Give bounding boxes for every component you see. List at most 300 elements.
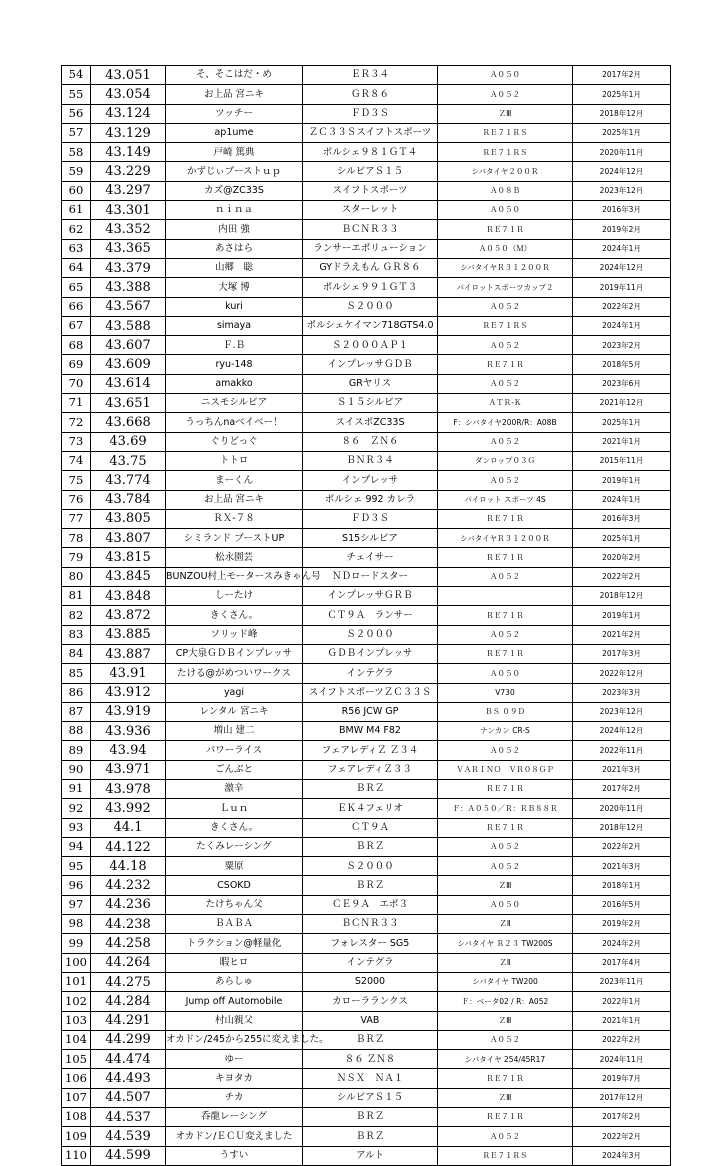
- lap-time: 43.912: [91, 683, 166, 702]
- rank-position: 81: [62, 587, 91, 606]
- rank-position: 64: [62, 258, 91, 277]
- tire-type: Ａ０５２: [438, 85, 573, 104]
- rank-position: 101: [62, 972, 91, 991]
- tire-type: Ａ０５２: [438, 432, 573, 451]
- lap-time: 43.872: [91, 606, 166, 625]
- lap-time: 44.236: [91, 895, 166, 914]
- tire-type: ＲＥ７１Ｒ: [438, 644, 573, 663]
- driver-name: 粟原: [166, 857, 303, 876]
- car-model: S2000: [303, 972, 438, 991]
- lap-time: 43.94: [91, 741, 166, 760]
- lap-time: 43.567: [91, 297, 166, 316]
- driver-name: ap1ume: [166, 123, 303, 142]
- car-model: ＥＫ４フェリオ: [303, 799, 438, 818]
- lap-time: 43.887: [91, 644, 166, 663]
- table-row: [62, 471, 671, 490]
- rank-position: 85: [62, 664, 91, 683]
- rank-position: 93: [62, 818, 91, 837]
- car-model: チェイサー: [303, 548, 438, 567]
- record-date: 2023年6月: [573, 374, 671, 393]
- tire-type: ＺⅢ: [438, 876, 573, 895]
- tire-type: Ａ０５２: [438, 625, 573, 644]
- table-row: [62, 355, 671, 374]
- lap-time: 44.258: [91, 934, 166, 953]
- record-date: 2024年12月: [573, 258, 671, 277]
- driver-name: うっちんnaベイベー！: [166, 413, 303, 432]
- record-date: 2020年2月: [573, 548, 671, 567]
- tire-type: Ａ０５２: [438, 471, 573, 490]
- lap-time: 44.537: [91, 1108, 166, 1127]
- record-date: 2019年1月: [573, 606, 671, 625]
- rank-position: 97: [62, 895, 91, 914]
- table-row: [62, 722, 671, 741]
- lap-time: 44.299: [91, 1030, 166, 1049]
- lap-time: 43.807: [91, 529, 166, 548]
- lap-time: 44.291: [91, 1011, 166, 1030]
- table-row: [62, 451, 671, 470]
- rank-position: 73: [62, 432, 91, 451]
- table-row: [62, 316, 671, 335]
- driver-name: 激辛: [166, 779, 303, 798]
- table-row: [62, 220, 671, 239]
- car-model: ＦＤ３Ｓ: [303, 509, 438, 528]
- tire-type: Ａ０５０: [438, 66, 573, 85]
- driver-name: Jump off Automobile: [166, 992, 303, 1011]
- lap-time: 43.936: [91, 722, 166, 741]
- record-date: 2024年1月: [573, 239, 671, 258]
- car-model: ＮＳＸ ＮＡ１: [303, 1069, 438, 1088]
- record-date: 2021年3月: [573, 857, 671, 876]
- table-row: [62, 664, 671, 683]
- driver-name: オカドン/ＥＣＵ変えました: [166, 1127, 303, 1146]
- table-row: [62, 1127, 671, 1146]
- table-row: [62, 1030, 671, 1049]
- rank-position: 103: [62, 1011, 91, 1030]
- driver-name: カズ@ZC33S: [166, 181, 303, 200]
- record-date: 2015年11月: [573, 451, 671, 470]
- tire-type: Ａ０５０（Ｍ）: [438, 239, 573, 258]
- table-row: [62, 123, 671, 142]
- lap-time: 43.971: [91, 760, 166, 779]
- lap-time: 43.388: [91, 278, 166, 297]
- car-model: ポルシェケイマン718GTS4.0: [303, 316, 438, 335]
- table-row: [62, 1146, 671, 1165]
- table-row: [62, 837, 671, 856]
- rank-position: 69: [62, 355, 91, 374]
- record-date: 2025年1月: [573, 529, 671, 548]
- rank-position: 59: [62, 162, 91, 181]
- record-date: 2019年2月: [573, 915, 671, 934]
- record-date: 2021年3月: [573, 760, 671, 779]
- driver-name: トラクション@軽量化: [166, 934, 303, 953]
- tire-type: Ａ０５２: [438, 857, 573, 876]
- rank-position: 109: [62, 1127, 91, 1146]
- record-date: 2016年3月: [573, 509, 671, 528]
- tire-type: ＲＥ７１Ｒ: [438, 779, 573, 798]
- rank-position: 78: [62, 529, 91, 548]
- tire-type: Ａ０５２: [438, 1030, 573, 1049]
- rank-position: 89: [62, 741, 91, 760]
- lap-time: 43.365: [91, 239, 166, 258]
- car-model: フォレスター SG5: [303, 934, 438, 953]
- record-date: 2025年1月: [573, 123, 671, 142]
- tire-type: Ａ０５２: [438, 741, 573, 760]
- driver-name: 戸崎 篤典: [166, 143, 303, 162]
- tire-type: Ｆ：ベータ02 / R：A052: [438, 992, 573, 1011]
- car-model: インプレッサ: [303, 471, 438, 490]
- table-row: [62, 1011, 671, 1030]
- record-date: 2018年1月: [573, 876, 671, 895]
- table-row: [62, 1069, 671, 1088]
- driver-name: かずじぃブーストｕｐ: [166, 162, 303, 181]
- table-row: [62, 490, 671, 509]
- record-date: 2021年2月: [573, 625, 671, 644]
- car-model: フェアレディＺ Ｚ３４: [303, 741, 438, 760]
- driver-name: kuri: [166, 297, 303, 316]
- tire-type: ＲＥ７１Ｒ: [438, 818, 573, 837]
- tire-type: パイロットスポーツカップ２: [438, 278, 573, 297]
- rank-position: 105: [62, 1050, 91, 1069]
- tire-type: Ａ０５０: [438, 664, 573, 683]
- driver-name: ニスモシルビア: [166, 394, 303, 413]
- car-model: ＢＲＺ: [303, 1108, 438, 1127]
- rank-position: 54: [62, 66, 91, 85]
- car-model: GYドラえもん ＧＲ８６: [303, 258, 438, 277]
- lap-time: 44.264: [91, 953, 166, 972]
- record-date: 2021年1月: [573, 432, 671, 451]
- tire-type: ナンカン CR-S: [438, 722, 573, 741]
- table-row: [62, 239, 671, 258]
- tire-type: ＺⅢ: [438, 104, 573, 123]
- record-date: 2017年12月: [573, 1088, 671, 1107]
- car-model: Ｓ２０００: [303, 297, 438, 316]
- car-model: ８６ ＺＮ６: [303, 432, 438, 451]
- car-model: ＢＲＺ: [303, 876, 438, 895]
- car-model: S15シルビア: [303, 529, 438, 548]
- driver-name: 内田 強: [166, 220, 303, 239]
- tire-type: ＲＥ７１Ｒ: [438, 220, 573, 239]
- tire-type: ＲＥ７１Ｒ: [438, 548, 573, 567]
- rank-position: 71: [62, 394, 91, 413]
- lap-time: 44.275: [91, 972, 166, 991]
- table-row: [62, 1108, 671, 1127]
- rank-position: 92: [62, 799, 91, 818]
- tire-type: ＺⅡ: [438, 915, 573, 934]
- car-model: BMW M4 F82: [303, 722, 438, 741]
- record-date: 2025年1月: [573, 413, 671, 432]
- rank-position: 56: [62, 104, 91, 123]
- lap-time: 43.91: [91, 664, 166, 683]
- tire-type: Ｆ：Ａ０５０／Ｒ：ＲＢ８８Ｒ: [438, 799, 573, 818]
- lap-time: 43.774: [91, 471, 166, 490]
- table-row: [62, 895, 671, 914]
- car-model: スターレット: [303, 201, 438, 220]
- record-date: 2023年12月: [573, 181, 671, 200]
- rank-position: 63: [62, 239, 91, 258]
- tire-type: シバタイヤ Ｒ２３ TW200S: [438, 934, 573, 953]
- tire-type: Ａ０５２: [438, 374, 573, 393]
- rank-position: 83: [62, 625, 91, 644]
- driver-name: Ｌｕｎ: [166, 799, 303, 818]
- tire-type: ＲＥ７１Ｒ: [438, 509, 573, 528]
- car-model: Ｓ２０００: [303, 857, 438, 876]
- rank-position: 84: [62, 644, 91, 663]
- driver-name: チカ: [166, 1088, 303, 1107]
- table-row: [62, 683, 671, 702]
- rank-position: 82: [62, 606, 91, 625]
- rank-position: 72: [62, 413, 91, 432]
- car-model: ＢＣＮＲ３３: [303, 220, 438, 239]
- car-model: ＧＲ８６: [303, 85, 438, 104]
- driver-name: きくさん。: [166, 818, 303, 837]
- lap-time: 43.784: [91, 490, 166, 509]
- record-date: 2022年2月: [573, 837, 671, 856]
- rank-position: 58: [62, 143, 91, 162]
- table-row: [62, 336, 671, 355]
- rank-position: 74: [62, 451, 91, 470]
- lap-time: 44.238: [91, 915, 166, 934]
- record-date: 2017年2月: [573, 66, 671, 85]
- driver-name: シミランド ブーストUP: [166, 529, 303, 548]
- record-date: 2023年11月: [573, 972, 671, 991]
- record-date: 2017年4月: [573, 953, 671, 972]
- rank-position: 99: [62, 934, 91, 953]
- record-date: 2022年12月: [573, 664, 671, 683]
- rank-position: 87: [62, 702, 91, 721]
- rank-position: 102: [62, 992, 91, 1011]
- car-model: ＦＤ３Ｓ: [303, 104, 438, 123]
- lap-time: 44.507: [91, 1088, 166, 1107]
- tire-type: ＲＥ７１Ｒ: [438, 1069, 573, 1088]
- lap-time: 43.609: [91, 355, 166, 374]
- car-model: VAB: [303, 1011, 438, 1030]
- driver-name: うすい: [166, 1146, 303, 1165]
- rank-position: 91: [62, 779, 91, 798]
- table-row: [62, 915, 671, 934]
- driver-name: 山郷 聡: [166, 258, 303, 277]
- car-model: フェアレディＺ３３: [303, 760, 438, 779]
- car-model: ＣＴ９Ａ ランサー: [303, 606, 438, 625]
- car-model: ＣＥ９Ａ エボ３: [303, 895, 438, 914]
- driver-name: ＲＸ-７８: [166, 509, 303, 528]
- rank-position: 80: [62, 567, 91, 586]
- record-date: 2022年1月: [573, 992, 671, 1011]
- lap-time: 43.848: [91, 587, 166, 606]
- table-row: [62, 818, 671, 837]
- car-model: ＥＲ３４: [303, 66, 438, 85]
- table-row: [62, 779, 671, 798]
- driver-name: あらしゅ: [166, 972, 303, 991]
- driver-name: ゆー: [166, 1050, 303, 1069]
- record-date: 2021年1月: [573, 1011, 671, 1030]
- lap-time: 43.297: [91, 181, 166, 200]
- car-model: ＢＲＺ: [303, 837, 438, 856]
- lap-time: 44.232: [91, 876, 166, 895]
- record-date: 2022年2月: [573, 567, 671, 586]
- tire-type: シバタイヤ２００Ｒ: [438, 162, 573, 181]
- driver-name: トトロ: [166, 451, 303, 470]
- record-date: 2022年11月: [573, 741, 671, 760]
- car-model: ポルシェ９８１ＧＴ４: [303, 143, 438, 162]
- record-date: 2024年2月: [573, 934, 671, 953]
- record-date: 2019年2月: [573, 220, 671, 239]
- table-row: [62, 953, 671, 972]
- table-row: [62, 760, 671, 779]
- table-row: [62, 548, 671, 567]
- driver-name: 松永園芸: [166, 548, 303, 567]
- rank-position: 55: [62, 85, 91, 104]
- driver-name: 村山親父: [166, 1011, 303, 1030]
- lap-time: 43.379: [91, 258, 166, 277]
- table-row: [62, 162, 671, 181]
- table-row: [62, 278, 671, 297]
- car-model: ＢＲＺ: [303, 1030, 438, 1049]
- lap-time: 43.919: [91, 702, 166, 721]
- rank-position: 86: [62, 683, 91, 702]
- rank-position: 108: [62, 1108, 91, 1127]
- rank-position: 96: [62, 876, 91, 895]
- tire-type: ＶＡＲＩＮＯ ＶＲ０８ＧＰ: [438, 760, 573, 779]
- car-model: インプレッサＧＤＢ: [303, 355, 438, 374]
- driver-name: あさはら: [166, 239, 303, 258]
- car-model: ポルシェ 992 カレラ: [303, 490, 438, 509]
- lap-time: 43.805: [91, 509, 166, 528]
- record-date: 2022年2月: [573, 1030, 671, 1049]
- tire-type: ＲＥ７１ＲＳ: [438, 143, 573, 162]
- rank-position: 67: [62, 316, 91, 335]
- driver-name: CP大泉ＧＤＢインプレッサ: [166, 644, 303, 663]
- driver-name: 大塚 博: [166, 278, 303, 297]
- driver-name: ソリッド峰: [166, 625, 303, 644]
- record-date: 2018年12月: [573, 587, 671, 606]
- car-model: ランサーエボリューション: [303, 239, 438, 258]
- rank-position: 57: [62, 123, 91, 142]
- tire-type: ＢＳ ０９Ｄ: [438, 702, 573, 721]
- table-row: [62, 567, 671, 586]
- rank-position: 75: [62, 471, 91, 490]
- lap-time: 43.229: [91, 162, 166, 181]
- tire-type: シバタイヤＲ３１２００Ｒ: [438, 529, 573, 548]
- tire-type: ＲＥ７１Ｒ: [438, 1108, 573, 1127]
- lap-time: 43.352: [91, 220, 166, 239]
- car-model: ＢＮＲ３４: [303, 451, 438, 470]
- record-date: 2024年3月: [573, 1146, 671, 1165]
- table-row: [62, 702, 671, 721]
- record-date: 2018年12月: [573, 818, 671, 837]
- table-row: [62, 181, 671, 200]
- driver-name: たけちゃん父: [166, 895, 303, 914]
- table-row: [62, 85, 671, 104]
- driver-name: CSOKD: [166, 876, 303, 895]
- rank-position: 61: [62, 201, 91, 220]
- driver-name: お上品 宮ニキ: [166, 85, 303, 104]
- record-date: 2024年1月: [573, 490, 671, 509]
- lap-time: 43.885: [91, 625, 166, 644]
- car-model: シルビアＳ１５: [303, 1088, 438, 1107]
- table-row: [62, 143, 671, 162]
- record-date: 2018年12月: [573, 104, 671, 123]
- lap-time: 43.129: [91, 123, 166, 142]
- driver-name: たくみレーシング: [166, 837, 303, 856]
- lap-time: 43.051: [91, 66, 166, 85]
- car-model: ＢＲＺ: [303, 779, 438, 798]
- car-model: インテグラ: [303, 953, 438, 972]
- car-model: アルト: [303, 1146, 438, 1165]
- record-date: 2023年3月: [573, 683, 671, 702]
- rank-position: 94: [62, 837, 91, 856]
- lap-time: 43.651: [91, 394, 166, 413]
- tire-type: ＲＥ７１Ｒ: [438, 606, 573, 625]
- table-row: [62, 1050, 671, 1069]
- record-date: 2019年11月: [573, 278, 671, 297]
- rank-position: 106: [62, 1069, 91, 1088]
- car-model: ＺＣ３３Ｓスイフトスポーツ: [303, 123, 438, 142]
- rank-position: 65: [62, 278, 91, 297]
- car-model: GRヤリス: [303, 374, 438, 393]
- tire-type: Ａ０５２: [438, 336, 573, 355]
- tire-type: [438, 587, 573, 606]
- lap-time: 43.815: [91, 548, 166, 567]
- record-date: 2016年3月: [573, 201, 671, 220]
- tire-type: ダンロップ０３Ｇ: [438, 451, 573, 470]
- tire-type: Ａ０５２: [438, 567, 573, 586]
- table-row: [62, 606, 671, 625]
- car-model: ＢＣＮＲ３３: [303, 915, 438, 934]
- car-model: ポルシェ９９１ＧＴ３: [303, 278, 438, 297]
- table-row: [62, 297, 671, 316]
- record-date: 2023年12月: [573, 702, 671, 721]
- car-model: ＮＤロードスター: [303, 567, 438, 586]
- tire-type: ＲＥ７１Ｒ: [438, 355, 573, 374]
- driver-name: キヨタカ: [166, 1069, 303, 1088]
- record-date: 2019年1月: [573, 471, 671, 490]
- tire-type: Ａ０５２: [438, 297, 573, 316]
- tire-type: ＡＴＲ-Ｋ: [438, 394, 573, 413]
- record-date: 2024年11月: [573, 1050, 671, 1069]
- lap-time: 43.845: [91, 567, 166, 586]
- table-row: [62, 374, 671, 393]
- rank-position: 88: [62, 722, 91, 741]
- lap-time: 43.614: [91, 374, 166, 393]
- car-model: ＧＤＢインプレッサ: [303, 644, 438, 663]
- table-row: [62, 432, 671, 451]
- table-row: [62, 741, 671, 760]
- driver-name: オカドン/245から255に変えました。: [166, 1030, 303, 1049]
- rank-position: 110: [62, 1146, 91, 1165]
- car-model: スイスポZC33S: [303, 413, 438, 432]
- rank-position: 100: [62, 953, 91, 972]
- table-row: [62, 394, 671, 413]
- lap-time: 44.474: [91, 1050, 166, 1069]
- record-date: 2024年1月: [573, 316, 671, 335]
- rank-position: 90: [62, 760, 91, 779]
- table-row: [62, 509, 671, 528]
- car-model: Ｓ２０００ＡＰ１: [303, 336, 438, 355]
- driver-name: ＢＡＢＡ: [166, 915, 303, 934]
- driver-name: ｎｉｎａ: [166, 201, 303, 220]
- record-date: 2020年11月: [573, 143, 671, 162]
- car-model: R56 JCW GP: [303, 702, 438, 721]
- table-row: [62, 799, 671, 818]
- tire-type: Ａ０５０: [438, 201, 573, 220]
- lap-time: 44.122: [91, 837, 166, 856]
- driver-name: amakko: [166, 374, 303, 393]
- lap-time: 43.301: [91, 201, 166, 220]
- ranking-table: [61, 65, 671, 1166]
- record-date: 2019年7月: [573, 1069, 671, 1088]
- car-model: ＣＴ９Ａ: [303, 818, 438, 837]
- record-date: 2018年5月: [573, 355, 671, 374]
